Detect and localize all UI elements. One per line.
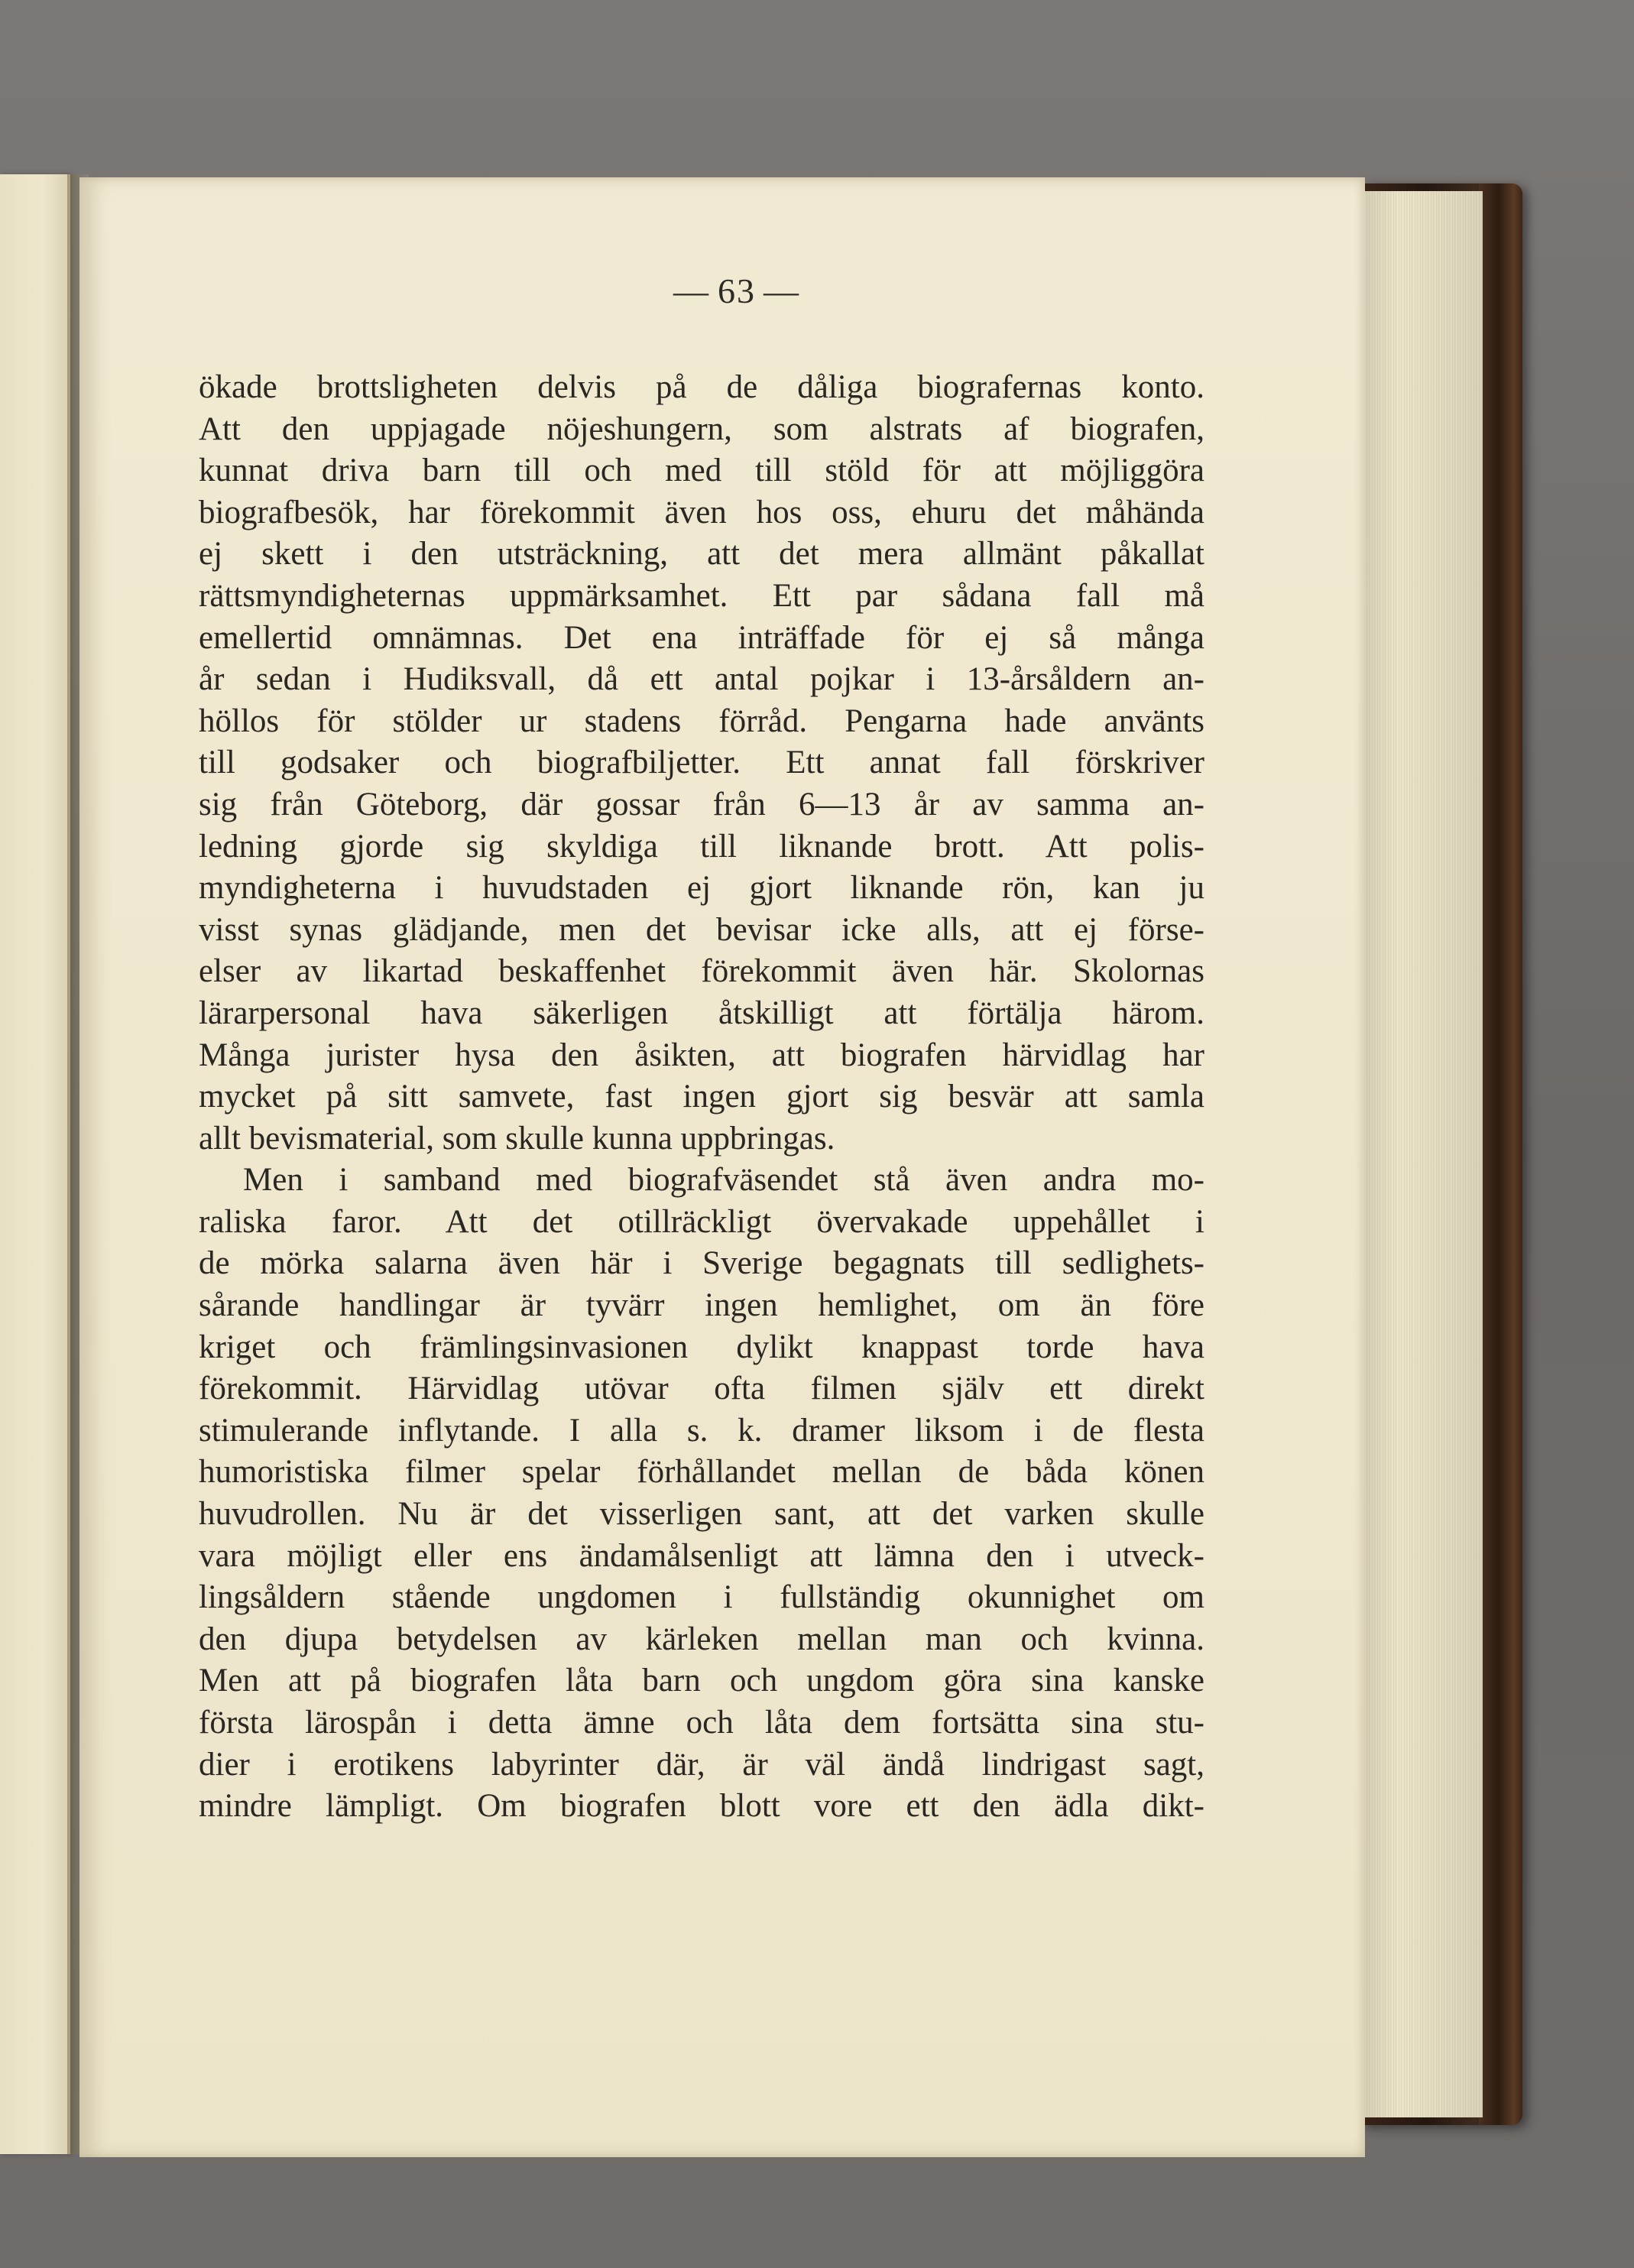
book-page [79, 177, 1365, 2157]
text-line: elser av likartad beskaffenhet förekommit även här. Skolornas [199, 953, 1204, 990]
text-line: raliska faror. Att det otillräckligt övervakade uppehållet i [199, 1203, 1204, 1240]
text-line: huvudrollen. Nu är det visserligen sant, att det varken skulle [199, 1496, 1204, 1533]
page-block-edges [1362, 191, 1483, 2117]
book-cover-edge [1479, 183, 1522, 2125]
text-line: lärarpersonal hava säkerligen åtskilligt att förtälja härom. [199, 994, 1204, 1031]
text-line: den djupa betydelsen av kärleken mellan man och kvinna. [199, 1621, 1204, 1657]
text-line: de mörka salarna även här i Sverige begagnats till sedlighets- [199, 1245, 1204, 1282]
page-number-value: 63 [718, 271, 756, 310]
text-line: ökade brottsligheten delvis på de dåliga biografernas konto. [199, 369, 1204, 405]
text-line: mycket på sitt samvete, fast ingen gjort sig besvär att samla [199, 1079, 1204, 1115]
text-line: stimulerande inflytande. I alla s. k. dramer liksom i de flesta [199, 1412, 1204, 1449]
text-line: sårande handlingar är tyvärr ingen hemlighet, om än före [199, 1287, 1204, 1324]
text-line: höllos för stölder ur stadens förråd. Pengarna hade använts [199, 702, 1204, 739]
previous-page-edge [0, 174, 70, 2154]
text-line: förekommit. Härvidlag utövar ofta filmen själv ett direkt [199, 1371, 1204, 1407]
text-line: biografbesök, har förekommit även hos oss, ehuru det måhända [199, 494, 1204, 530]
text-line: humoristiska filmer spelar förhållandet mellan de båda könen [199, 1454, 1204, 1491]
text-line: emellertid omnämnas. Det ena inträffade för ej så många [199, 619, 1204, 656]
text-line: Men att på biografen låta barn och ungdom göra sina kanske [199, 1663, 1204, 1699]
text-line-paragraph-start: Men i samband med biografväsendet stå även andra mo- [243, 1162, 1204, 1199]
text-line: sig från Göteborg, där gossar från 6—13 år av samma an- [199, 786, 1204, 823]
text-line: lingsåldern stående ungdomen i fullständig okunnighet om [199, 1579, 1204, 1616]
text-line: kunnat driva barn till och med till stöld för att möjliggöra [199, 453, 1204, 489]
text-line: första lärospån i detta ämne och låta dem fortsätta sina stu- [199, 1705, 1204, 1741]
text-line: till godsaker och biografbiljetter. Ett annat fall förskriver [199, 745, 1204, 781]
text-line: ej skett i den utsträckning, att det mera allmänt påkallat [199, 536, 1204, 573]
text-line-paragraph-end: allt bevismaterial, som skulle kunna uppbringas. [199, 1120, 835, 1157]
page-number-dash-left: — [673, 271, 710, 310]
body-text [199, 367, 1204, 1828]
text-line: visst synas glädjande, men det bevisar icke alls, att ej förse- [199, 911, 1204, 948]
text-line: ledning gjorde sig skyldiga till liknande brott. Att polis- [199, 828, 1204, 865]
page-number [660, 271, 813, 311]
text-line: Att den uppjagade nöjeshungern, som alstrats af biografen, [199, 410, 1204, 447]
text-line: mindre lämpligt. Om biografen blott vore ett den ädla dikt- [199, 1788, 1204, 1825]
text-line: dier i erotikens labyrinter där, är väl ändå lindrigast sagt, [199, 1746, 1204, 1783]
text-line: myndigheterna i huvudstaden ej gjort liknande rön, kan ju [199, 870, 1204, 907]
text-line: år sedan i Hudiksvall, då ett antal pojkar i 13-årsåldern an- [199, 661, 1204, 698]
text-line: Många jurister hysa den åsikten, att biografen härvidlag har [199, 1037, 1204, 1073]
text-line: rättsmyndigheternas uppmärksamhet. Ett par sådana fall må [199, 577, 1204, 614]
page-number-dash-right: — [764, 271, 800, 310]
text-line: kriget och främlingsinvasionen dylikt knappast torde hava [199, 1329, 1204, 1365]
text-line: vara möjligt eller ens ändamålsenligt att lämna den i utveck- [199, 1537, 1204, 1574]
